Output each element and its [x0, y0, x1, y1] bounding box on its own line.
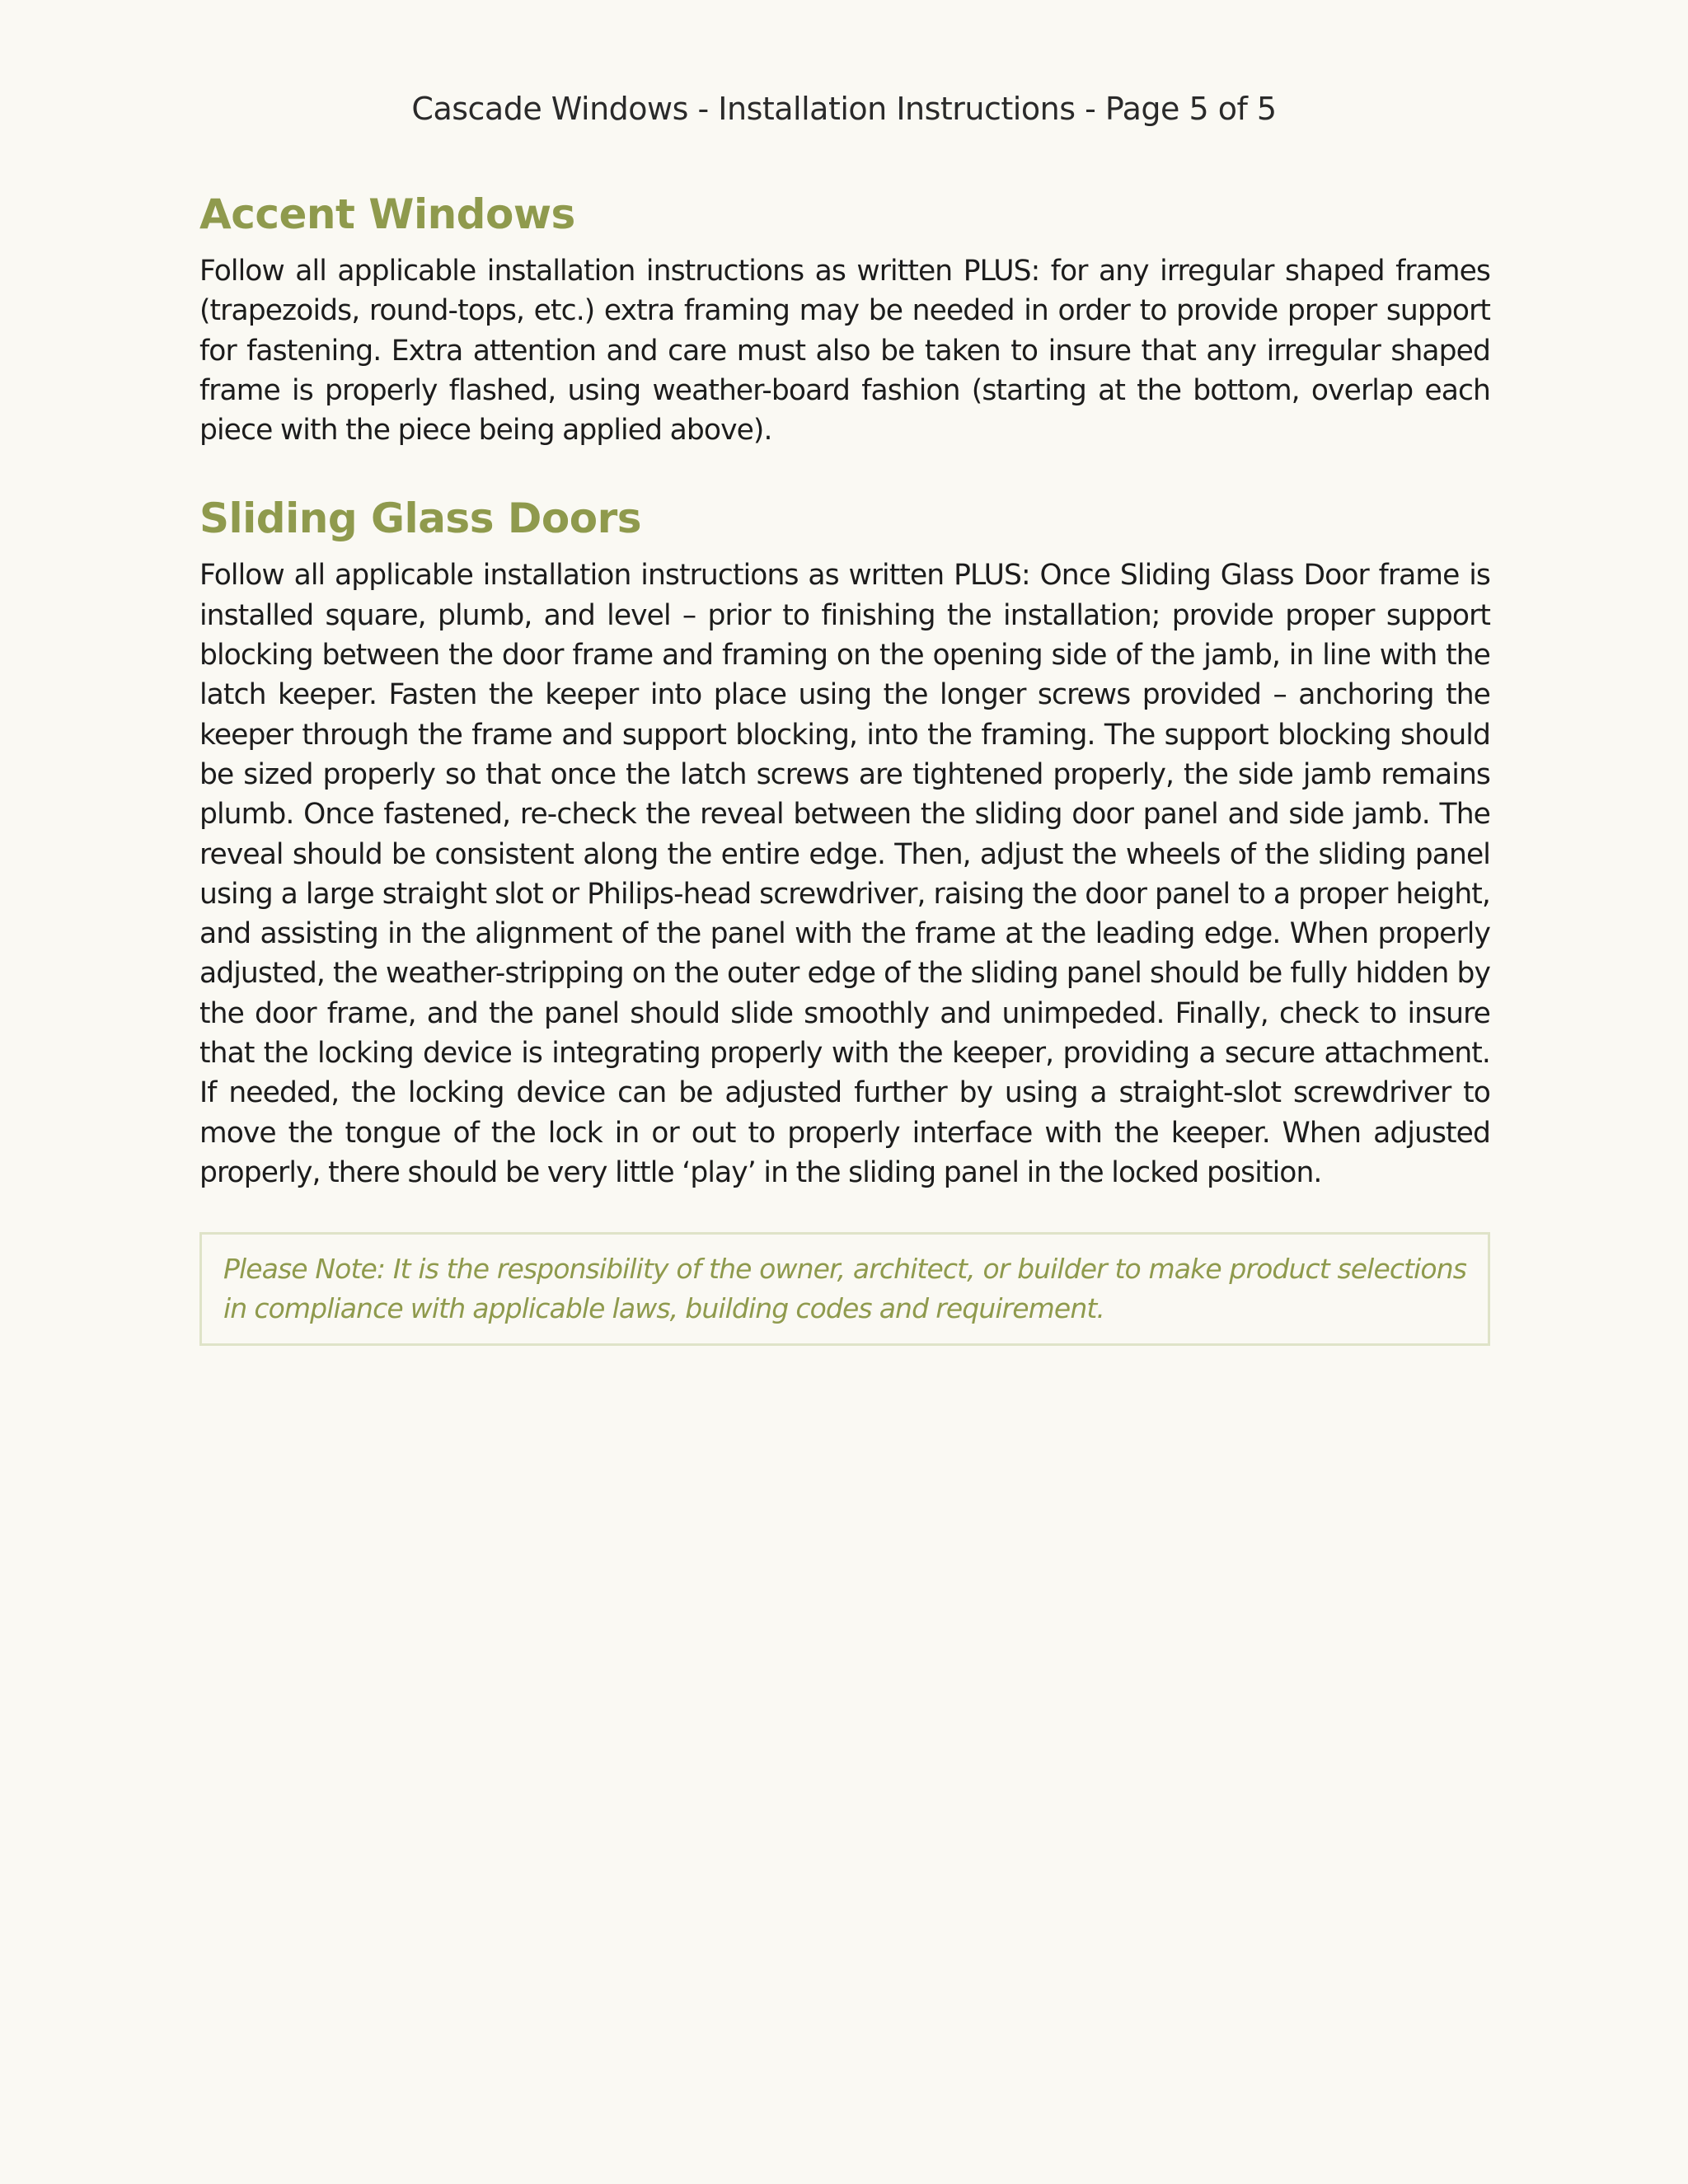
page-content: [199, 185, 1490, 1346]
running-header: Cascade Windows - Installation Instructions - Page 5 of 5: [411, 91, 1277, 127]
section-heading: Accent Windows: [199, 190, 575, 238]
compliance-note: Please Note: It is the responsibility of the owner, architect, or builder to make product selections in compliance with applicable laws, building codes and requirement.: [199, 1232, 1490, 1346]
section-sliding-glass-doors: [199, 490, 1490, 1193]
section-heading: Sliding Glass Doors: [199, 494, 641, 543]
section-accent-windows: [199, 185, 1490, 450]
section-paragraph: Follow all applicable installation instructions as written PLUS: for any irregular shaped frames (trapezoids, round-tops, etc.) extra framing may be needed in order to provide proper support for fastening. Extra attention and care must also be taken to insure that any irregular shaped frame is properly flashed, using weather-board fashion (starting at the bottom, overlap each piece with the piece being applied above).: [199, 255, 1490, 448]
section-paragraph: Follow all applicable installation instructions as written PLUS: Once Sliding Glass Door frame is installed square, plumb, and level – prior to finishing the installation; provide proper support blocking between the door frame and framing on the opening side of the jamb, in line with the latch keeper. Fasten the keeper into place using the longer screws provided – anchoring the keeper through the frame and support blocking, into the framing. The support blocking should be sized properly so that once the latch screws are tightened properly, the side jamb remains plumb. Once fastened, re-check the reveal between the sliding door panel and side jamb. The reveal should be consistent along the entire edge. Then, adjust the wheels of the sliding panel using a large straight slot or Philips-head screwdriver, raising the door panel to a proper height, and assisting in the alignment of the panel with the frame at the leading edge. When properly adjusted, the weather-stripping on the outer edge of the sliding panel should be fully hidden by the door frame, and the panel should slide smoothly and unimpeded. Finally, check to insure that the locking device is integrating properly with the keeper, providing a secure attachment. If needed, the locking device can be adjusted further by using a straight-slot screwdriver to move the tongue of the lock in or out to properly interface with the keeper. When adjusted properly, there should be very little ‘play’ in the sliding panel in the locked position.: [199, 559, 1490, 1189]
